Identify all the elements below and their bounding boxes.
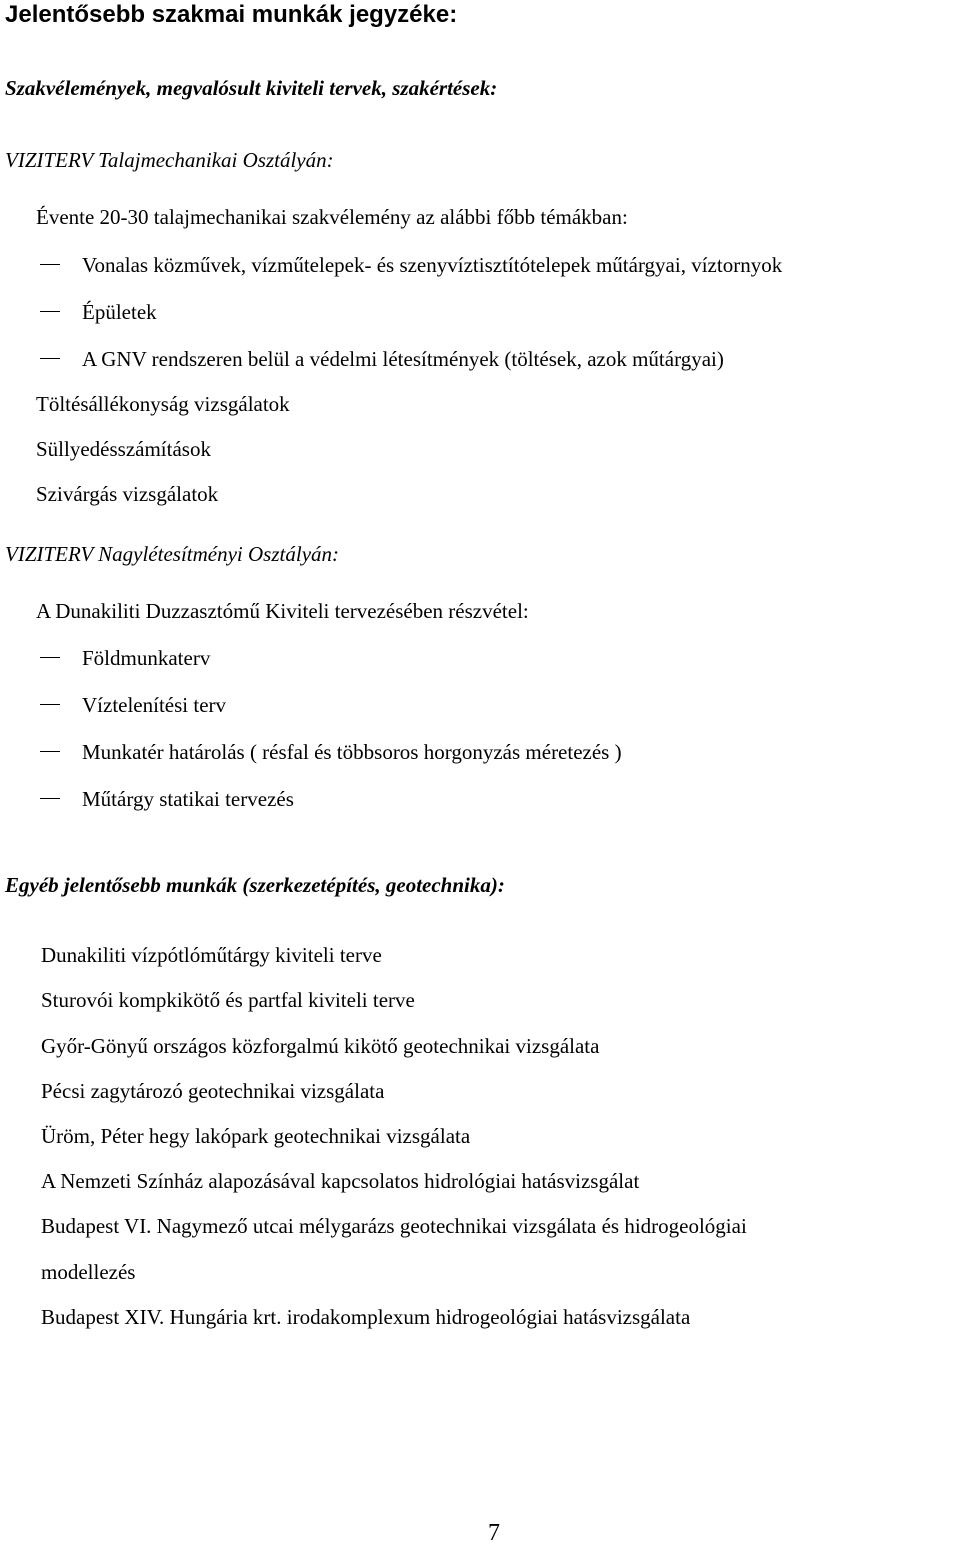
list-item: Műtárgy statikai tervezés	[82, 787, 294, 811]
list-item: Szivárgás vizsgálatok	[36, 482, 219, 506]
list-item: Épületek	[82, 300, 157, 324]
list-item: A GNV rendszeren belül a védelmi létesítmények (töltések, azok műtárgyai)	[82, 347, 724, 371]
dash-icon	[40, 264, 60, 265]
dept2-heading: VIZITERV Nagylétesítményi Osztályán:	[5, 542, 340, 566]
dept1-heading: VIZITERV Talajmechanikai Osztályán:	[5, 148, 334, 172]
dept2-intro: A Dunakiliti Duzzasztómű Kiviteli tervezésében részvétel:	[36, 599, 529, 623]
list-item: Pécsi zagytározó geotechnikai vizsgálata	[41, 1079, 385, 1103]
list-item: Budapest VI. Nagymező utcai mélygarázs geotechnikai vizsgálata és hidrogeológiai	[41, 1214, 747, 1238]
section1-heading: Szakvélemények, megvalósult kiviteli tervek, szakértések:	[5, 76, 498, 100]
list-item: Győr-Gönyű országos közforgalmú kikötő geotechnikai vizsgálata	[41, 1034, 600, 1058]
list-item: Töltésállékonyság vizsgálatok	[36, 392, 290, 416]
list-item: Süllyedésszámítások	[36, 437, 211, 461]
dash-icon	[40, 751, 60, 752]
section2-heading: Egyéb jelentősebb munkák (szerkezetépítés, geotechnika):	[5, 873, 505, 897]
list-item: Földmunkaterv	[82, 646, 211, 670]
list-item: Dunakiliti vízpótlóműtárgy kiviteli terve	[41, 943, 382, 967]
dash-icon	[40, 704, 60, 705]
list-item: Budapest XIV. Hungária krt. irodakomplexum hidrogeológiai hatásvizsgálata	[41, 1305, 691, 1329]
list-item: A Nemzeti Színház alapozásával kapcsolatos hidrológiai hatásvizsgálat	[41, 1169, 640, 1193]
list-item: Munkatér határolás ( résfal és többsoros horgonyzás méretezés )	[82, 740, 622, 764]
dept1-intro: Évente 20-30 talajmechanikai szakvélemény az alábbi főbb témákban:	[36, 205, 628, 229]
list-item-continuation: modellezés	[41, 1260, 136, 1284]
list-item: Üröm, Péter hegy lakópark geotechnikai vizsgálata	[41, 1124, 471, 1148]
page-number: 7	[488, 1520, 500, 1546]
dash-icon	[40, 657, 60, 658]
list-item: Vonalas közművek, vízműtelepek- és szenyvíztisztítótelepek műtárgyai, víztornyok	[82, 253, 783, 277]
dash-icon	[40, 358, 60, 359]
dash-icon	[40, 798, 60, 799]
dash-icon	[40, 311, 60, 312]
list-item: Sturovói kompkikötő és partfal kiviteli terve	[41, 988, 415, 1012]
list-item: Víztelenítési terv	[82, 693, 227, 717]
page-title: Jelentősebb szakmai munkák jegyzéke:	[5, 1, 458, 28]
